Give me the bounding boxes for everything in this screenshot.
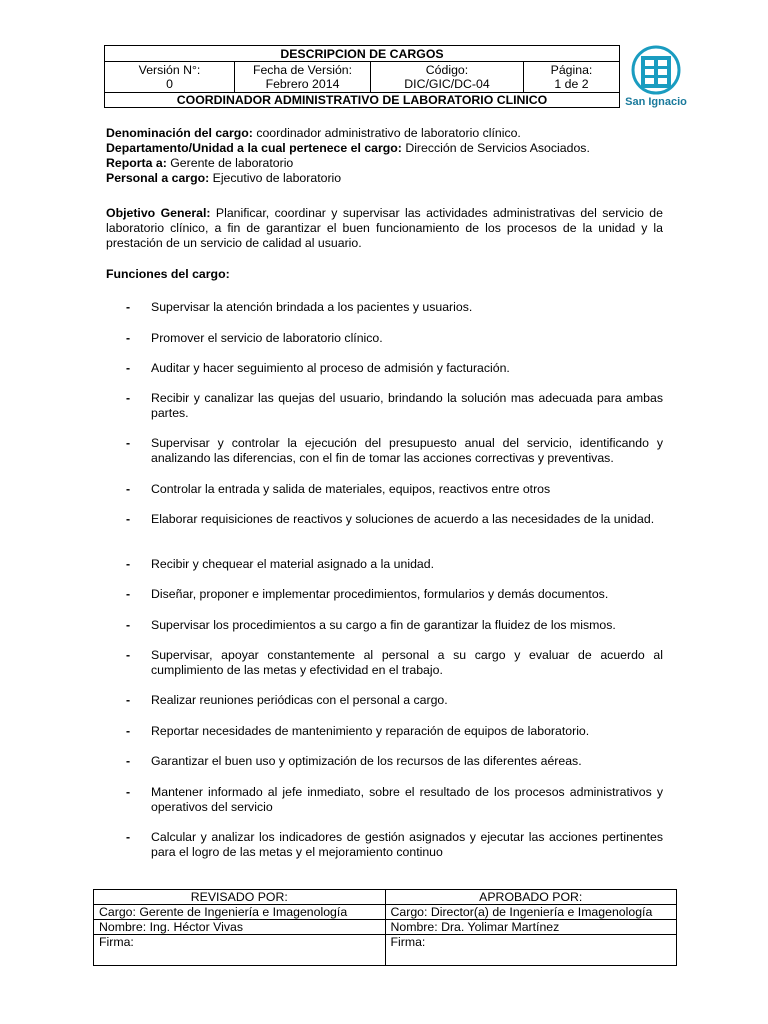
denominacion-line [106, 126, 666, 141]
function-item [126, 361, 663, 376]
function-item [126, 482, 663, 497]
function-item [126, 830, 663, 860]
bullet-dash-icon: - [126, 693, 131, 707]
function-text: Realizar reuniones periódicas con el personal a cargo. [151, 693, 448, 707]
building-logo-icon [624, 45, 688, 95]
general-objective [106, 206, 663, 251]
function-text: Mantener informado al jefe inmediato, sobre el resultado de los procesos administrativos y operativos del servicio [151, 785, 663, 814]
function-item [126, 391, 663, 421]
date-cell [235, 62, 371, 93]
code-value: DIC/GIC/DC-04 [404, 77, 490, 91]
bullet-dash-icon: - [126, 361, 131, 375]
position-info [106, 126, 666, 186]
objective-label: Objetivo General: [106, 206, 211, 220]
function-text: Calcular y analizar los indicadores de gestión asignados y ejecutar las acciones pertinentes para el logro de las metas y el mejoramiento continuo [151, 830, 663, 859]
version-label: Versión N°: [138, 63, 201, 77]
logo-text: San Ignacio [625, 96, 687, 108]
reporta-value: Gerente de laboratorio [166, 156, 294, 170]
reporta-label: Reporta a: [106, 156, 167, 170]
bullet-dash-icon: - [126, 785, 131, 799]
function-text: Garantizar el buen uso y optimización de los recursos de las diferentes aéreas. [151, 754, 582, 768]
function-item [126, 785, 663, 815]
reviewed-cargo: Cargo: Gerente de Ingeniería e Imagenología [94, 905, 386, 920]
function-item [126, 724, 663, 739]
function-item [126, 331, 663, 346]
document-header-table [104, 45, 620, 108]
page-cell [524, 62, 620, 93]
personal-value: Ejecutivo de laboratorio [209, 171, 342, 185]
function-text: Supervisar y controlar la ejecución del presupuesto anual del servicio, identificando y analizando las diferencias, con el fin de tomar las acciones correctivas y preventivas. [151, 436, 663, 465]
date-value: Febrero 2014 [265, 77, 340, 91]
bullet-dash-icon: - [126, 331, 131, 345]
role-title: COORDINADOR ADMINISTRATIVO DE LABORATORIO CLINICO [105, 93, 620, 108]
departamento-label: Departamento/Unidad a la cual pertenece el cargo: [106, 141, 402, 155]
page-value: 1 de 2 [554, 77, 589, 91]
functions-title: Funciones del cargo: [106, 267, 230, 281]
version-value: 0 [166, 77, 173, 91]
function-item [126, 300, 663, 315]
approval-table [93, 889, 677, 966]
personal-label: Personal a cargo: [106, 171, 210, 185]
objective-text: Planificar, coordinar y supervisar las actividades administrativas del servicio de laboratorio clínico, a fin de garantizar el buen funcionamiento de los procesos de la unidad y la prestación de un servicio de calidad al usuario. [106, 206, 663, 250]
function-text: Controlar la entrada y salida de materiales, equipos, reactivos entre otros [151, 482, 551, 496]
bullet-dash-icon: - [126, 724, 131, 738]
function-text: Reportar necesidades de mantenimiento y reparación de equipos de laboratorio. [151, 724, 590, 738]
function-item [126, 648, 663, 678]
function-text: Auditar y hacer seguimiento al proceso de admisión y facturación. [151, 361, 510, 375]
bullet-dash-icon: - [126, 754, 131, 768]
page-label: Página: [550, 63, 593, 77]
reviewed-signature: Firma: [94, 935, 386, 966]
function-item [126, 436, 663, 466]
san-ignacio-logo [624, 45, 688, 113]
function-text: Promover el servicio de laboratorio clínico. [151, 331, 383, 345]
function-text: Recibir y canalizar las quejas del usuario, brindando la solución mas adecuada para ambas partes. [151, 391, 663, 420]
function-text: Supervisar la atención brindada a los pacientes y usuarios. [151, 300, 473, 314]
function-text: Recibir y chequear el material asignado a la unidad. [151, 557, 434, 571]
reviewed-header: REVISADO POR: [94, 890, 386, 905]
version-cell [105, 62, 235, 93]
bullet-dash-icon: - [126, 587, 131, 601]
approved-signature: Firma: [385, 935, 677, 966]
document-title: DESCRIPCION DE CARGOS [105, 46, 620, 62]
departamento-line [106, 141, 666, 156]
reviewed-name: Nombre: Ing. Héctor Vivas [94, 920, 386, 935]
personal-line [106, 171, 666, 186]
approved-name: Nombre: Dra. Yolimar Martínez [385, 920, 677, 935]
bullet-dash-icon: - [126, 648, 131, 662]
function-item [126, 587, 663, 602]
approved-header: APROBADO POR: [385, 890, 677, 905]
approved-cargo: Cargo: Director(a) de Ingeniería e Imagenología [385, 905, 677, 920]
departamento-value: Dirección de Servicios Asociados. [401, 141, 590, 155]
bullet-dash-icon: - [126, 391, 131, 405]
bullet-dash-icon: - [126, 436, 131, 450]
reporta-line [106, 156, 666, 171]
function-item [126, 754, 663, 769]
code-cell [371, 62, 524, 93]
function-text: Supervisar los procedimientos a su cargo a fin de garantizar la fluidez de los mismos. [151, 618, 616, 632]
bullet-dash-icon: - [126, 300, 131, 314]
bullet-dash-icon: - [126, 512, 131, 526]
date-label: Fecha de Versión: [252, 63, 353, 77]
denominacion-label: Denominación del cargo: [106, 126, 253, 140]
code-label: Código: [425, 63, 469, 77]
function-item [126, 618, 663, 633]
function-text: Diseñar, proponer e implementar procedimientos, formularios y demás documentos. [151, 587, 609, 601]
bullet-dash-icon: - [126, 618, 131, 632]
function-text: Supervisar, apoyar constantemente al personal a su cargo y evaluar de acuerdo al cumplimiento de las metas y efectividad en el trabajo. [151, 648, 663, 677]
function-item [126, 512, 663, 527]
bullet-dash-icon: - [126, 557, 131, 571]
bullet-dash-icon: - [126, 830, 131, 844]
function-item [126, 693, 663, 708]
function-item [126, 557, 663, 572]
denominacion-value: coordinador administrativo de laboratorio clínico. [252, 126, 521, 140]
bullet-dash-icon: - [126, 482, 131, 496]
function-text: Elaborar requisiciones de reactivos y soluciones de acuerdo a las necesidades de la unidad. [151, 512, 655, 526]
